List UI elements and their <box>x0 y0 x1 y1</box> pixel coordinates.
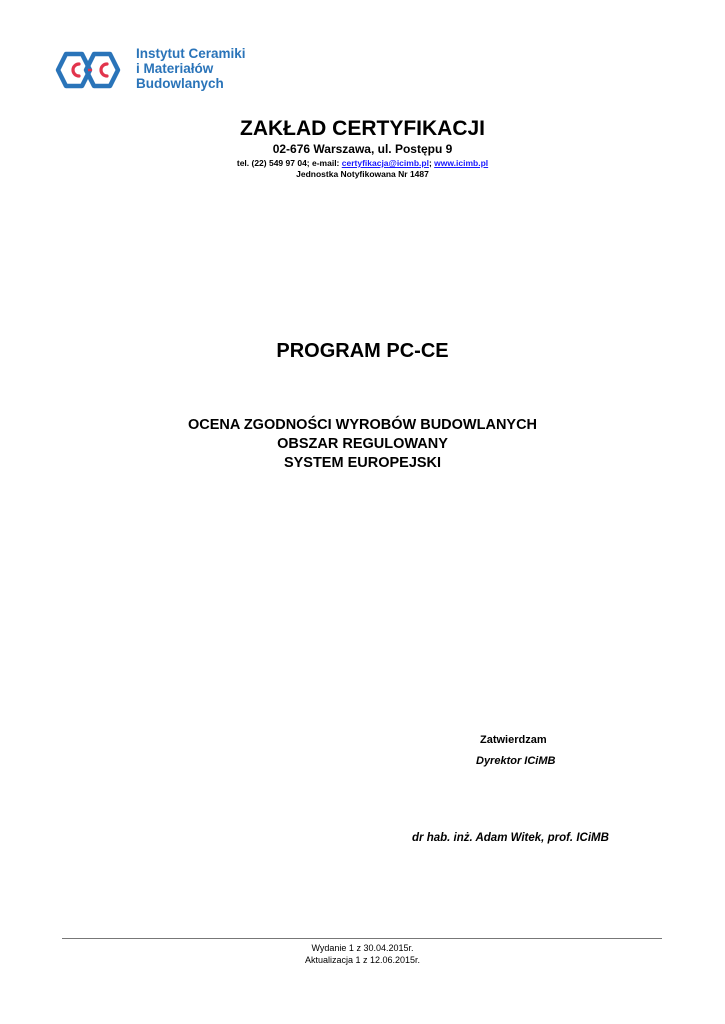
program-title: PROGRAM PC-CE <box>276 340 449 362</box>
edition-info: Wydanie 1 z 30.04.2015r. <box>311 943 414 953</box>
approval-label: Zatwierdzam <box>480 734 547 746</box>
department-address: 02-676 Warszawa, ul. Postępu 9 <box>272 142 453 156</box>
contact-separator: ; <box>428 158 435 168</box>
website-link[interactable]: www.icimb.pl <box>434 158 489 168</box>
institute-logo <box>52 46 272 94</box>
subtitle-line: SYSTEM EUROPEJSKI <box>283 455 442 471</box>
notified-body-number: Jednostka Notyfikowana Nr 1487 <box>296 169 429 179</box>
footer <box>0 942 725 966</box>
icimb-logo-icon <box>52 50 132 90</box>
email-link[interactable]: certyfikacja@icimb.pl <box>341 158 429 168</box>
logo-wordmark <box>136 46 246 91</box>
subtitle-line: OBSZAR REGULOWANY <box>277 436 448 452</box>
phone-and-email-label: tel. (22) 549 97 04; e-mail: <box>236 158 342 168</box>
subtitle-line: OCENA ZGODNOŚCI WYROBÓW BUDOWLANYCH <box>187 417 538 433</box>
department-title: ZAKŁAD CERTYFIKACJI <box>240 117 485 140</box>
update-info: Aktualizacja 1 z 12.06.2015r. <box>304 955 421 965</box>
logo-line-3: Budowlanych <box>136 76 224 91</box>
program-subtitles <box>0 416 725 473</box>
logo-line-1: Instytut Ceramiki <box>136 46 246 61</box>
contact-line <box>0 158 725 168</box>
signer-name: dr hab. inż. Adam Witek, prof. ICiMB <box>412 832 609 844</box>
approver-role: Dyrektor ICiMB <box>476 755 556 767</box>
logo-line-2: i Materiałów <box>136 61 214 76</box>
footer-divider <box>62 938 662 939</box>
